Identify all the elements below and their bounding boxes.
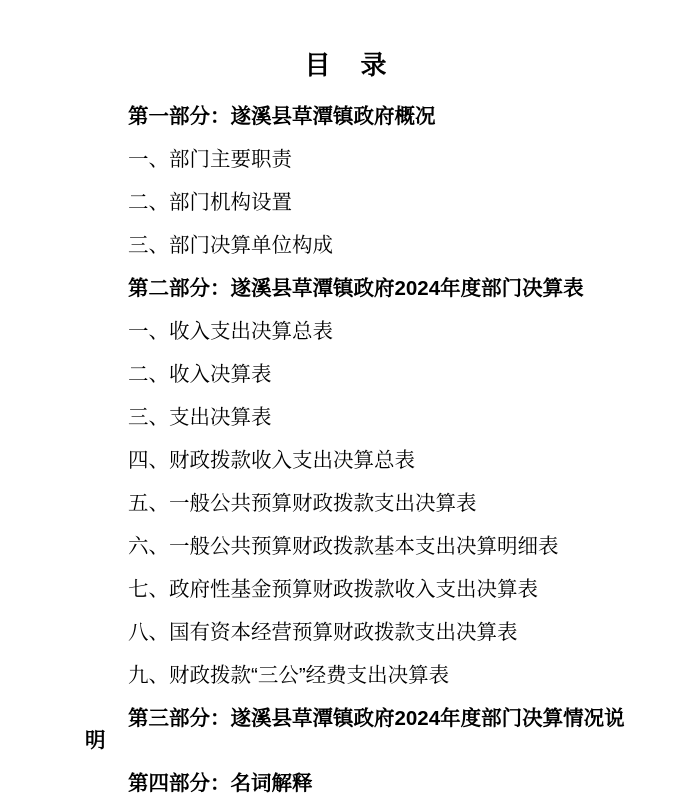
toc-item: 三、部门决算单位构成	[128, 234, 333, 257]
toc-item: 四、财政拨款收入支出决算总表	[128, 449, 415, 472]
toc-item: 六、一般公共预算财政拨款基本支出决算明细表	[128, 535, 559, 558]
toc-item: 二、部门机构设置	[128, 191, 292, 214]
toc-list	[0, 106, 693, 795]
toc-item: 一、收入支出决算总表	[128, 320, 333, 343]
toc-section-heading-part2: 第二部分：遂溪县草潭镇政府2024年度部门决算表	[128, 277, 584, 300]
toc-section-heading-part1: 第一部分：遂溪县草潭镇政府概况	[128, 105, 436, 128]
toc-section-heading-part4: 第四部分：名词解释	[128, 772, 313, 795]
toc-item: 七、政府性基金预算财政拨款收入支出决算表	[128, 578, 538, 601]
toc-section-heading-part3: 第三部分：遂溪县草潭镇政府2024年度部门决算情况说明	[85, 707, 625, 752]
toc-item: 九、财政拨款“三公”经费支出决算表	[128, 664, 450, 687]
toc-item: 八、国有资本经营预算财政拨款支出决算表	[128, 621, 518, 644]
toc-title: 目 录	[304, 50, 389, 80]
toc-item: 三、支出决算表	[128, 406, 272, 429]
toc-item: 二、收入决算表	[128, 363, 272, 386]
toc-item: 一、部门主要职责	[128, 148, 292, 171]
toc-item: 五、一般公共预算财政拨款支出决算表	[128, 492, 477, 515]
